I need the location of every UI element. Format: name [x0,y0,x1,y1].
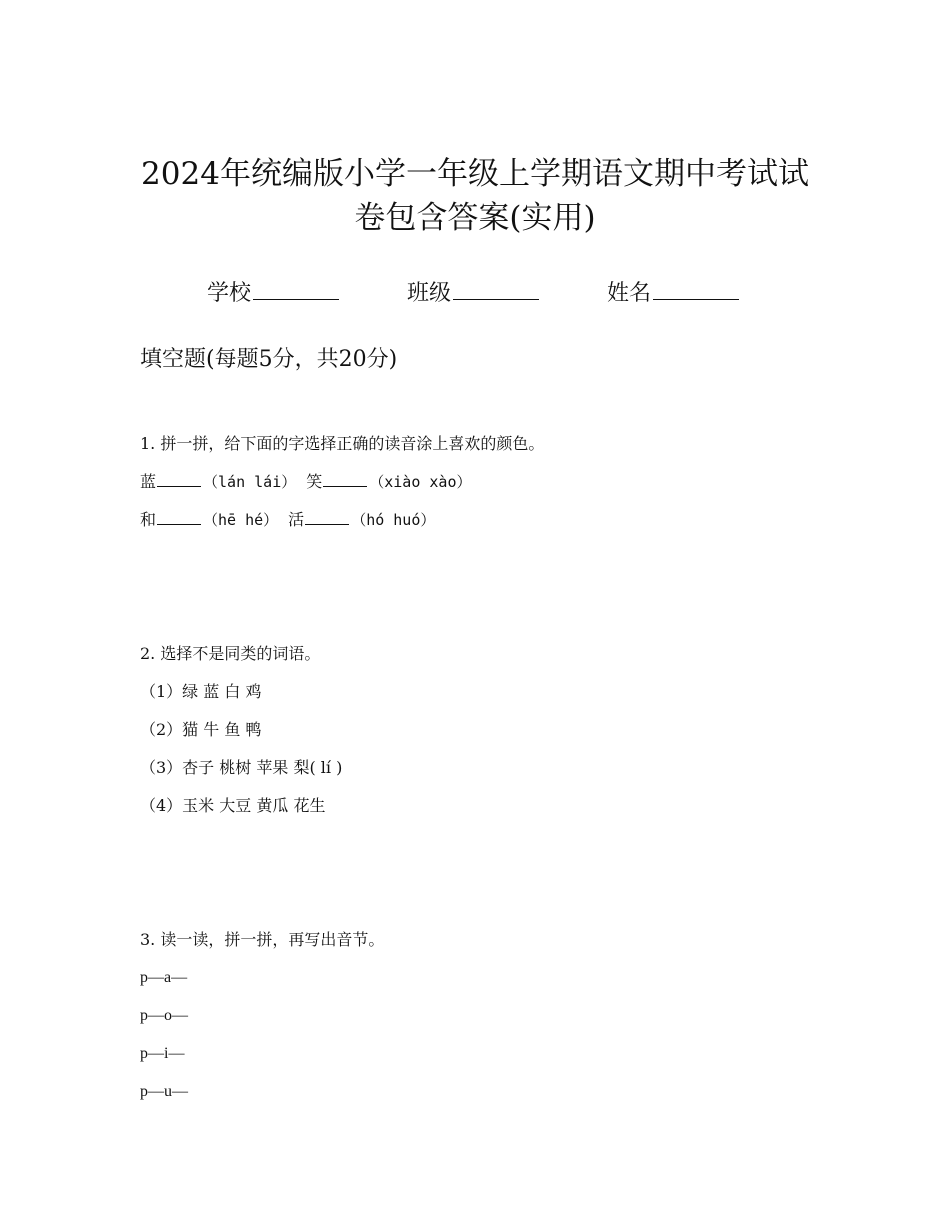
question-3-item: p—a— [140,969,188,986]
question-3-item: p—i— [140,1045,185,1062]
school-field [207,275,339,312]
school-blank[interactable] [253,275,339,300]
name-field [607,275,739,312]
question-3-item: p—u— [140,1083,188,1100]
question-3-prompt: 3. 读一读，拼一拼，再写出音节。 [140,930,385,949]
q1-char-xiao: 笑 [306,472,323,491]
section-heading: 填空题(每题5分，共20分) [140,347,398,372]
class-field [407,275,539,312]
question-2-item: （4）玉米 大豆 黄瓜 花生 [140,796,326,815]
question-1-prompt: 1. 拼一拼，给下面的字选择正确的读音涂上喜欢的颜色。 [140,434,545,453]
school-label: 学校 [207,281,252,306]
q1-options-xiao: （xiào xào） [369,473,472,491]
class-blank[interactable] [453,275,539,300]
document-title-line-2: 卷包含答案(实用) [354,200,596,236]
q1-blank-huo[interactable] [305,508,349,525]
class-label: 班级 [407,281,452,306]
question-2-item: （3）杏子 桃树 苹果 梨( lí ) [140,758,343,777]
question-1-row-1 [140,470,472,494]
question-2-item: （1）绿 蓝 白 鸡 [140,682,262,701]
name-label: 姓名 [607,281,652,306]
document-title-line-1: 2024年统编版小学一年级上学期语文期中考试试 [141,156,809,192]
question-2-item: （2）猫 牛 鱼 鸭 [140,720,262,739]
q1-blank-lan[interactable] [157,470,201,487]
student-info-row [0,275,950,311]
q1-char-he: 和 [140,510,157,529]
q1-options-he: （hē hé） [203,511,279,529]
question-2-prompt: 2. 选择不是同类的词语。 [140,644,321,663]
q1-char-lan: 蓝 [140,472,157,491]
q1-char-huo: 活 [288,510,305,529]
q1-options-huo: （hó huó） [351,511,436,529]
question-3-item: p—o— [140,1007,188,1024]
question-1-row-2 [140,508,435,532]
q1-blank-xiao[interactable] [323,470,367,487]
q1-options-lan: （lán lái） [203,473,297,491]
name-blank[interactable] [653,275,739,300]
q1-blank-he[interactable] [157,508,201,525]
